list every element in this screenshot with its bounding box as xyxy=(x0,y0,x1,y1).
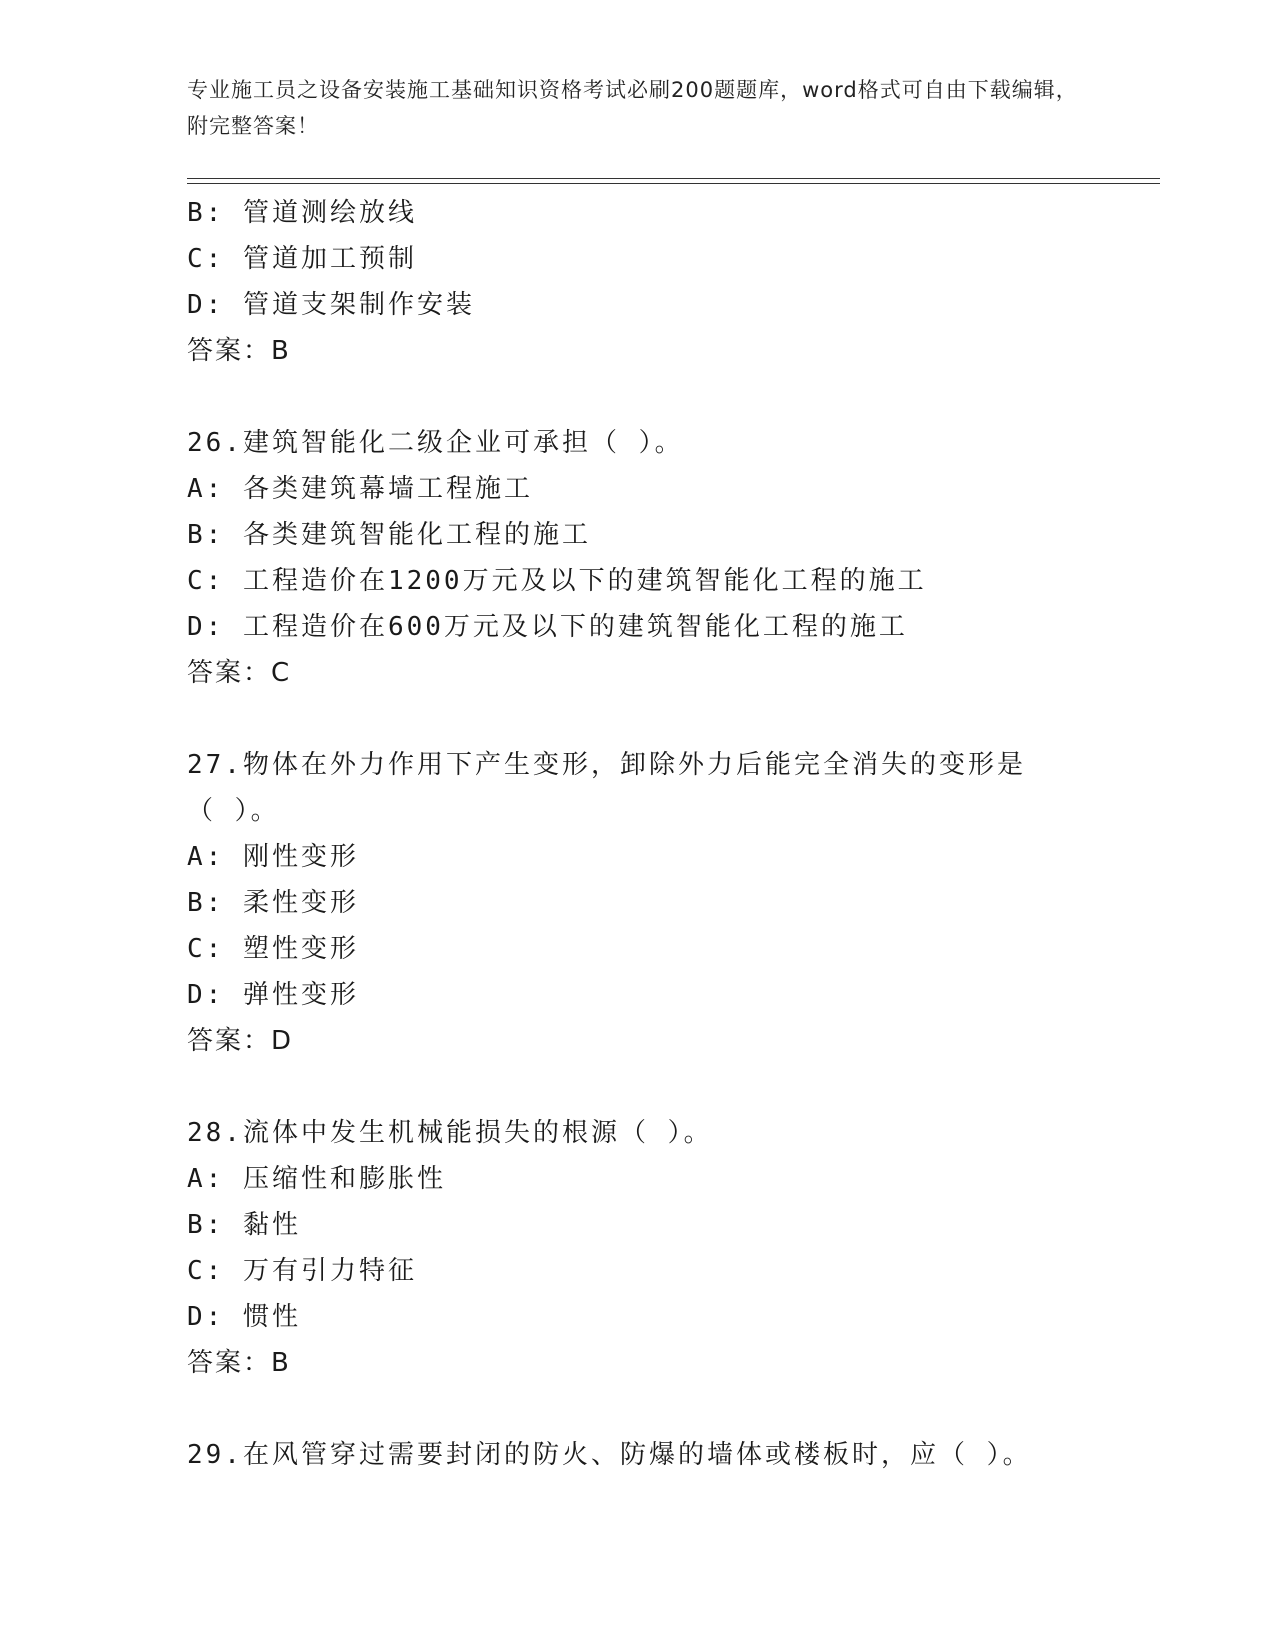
option-a: A: 各类建筑幕墙工程施工 xyxy=(187,474,533,504)
question-26 xyxy=(187,420,1117,696)
option-d: D: 弹性变形 xyxy=(187,980,359,1010)
option-d: D: 管道支架制作安装 xyxy=(187,290,475,320)
option-b: B: 管道测绘放线 xyxy=(187,198,417,228)
question-27 xyxy=(187,742,1117,1064)
answer: 答案：D xyxy=(187,1026,294,1056)
option-d: D: 工程造价在600万元及以下的建筑智能化工程的施工 xyxy=(187,612,908,642)
answer: 答案：C xyxy=(187,658,292,688)
document-header: 专业施工员之设备安装施工基础知识资格考试必刷200题题库，word格式可自由下载编辑，附完整答案！ xyxy=(187,78,1078,138)
question-title: 28.流体中发生机械能损失的根源（ ）。 xyxy=(187,1118,713,1148)
option-a: A: 压缩性和膨胀性 xyxy=(187,1164,446,1194)
question-title: 29.在风管穿过需要封闭的防火、防爆的墙体或楼板时，应（ ）。 xyxy=(187,1440,1032,1470)
question-29 xyxy=(187,1432,1117,1478)
option-a: A: 刚性变形 xyxy=(187,842,359,872)
question-25-continued xyxy=(187,190,1117,374)
document-body xyxy=(187,190,1117,1478)
option-d: D: 惯性 xyxy=(187,1302,301,1332)
option-b: B: 黏性 xyxy=(187,1210,301,1240)
answer: 答案：B xyxy=(187,1348,291,1378)
option-c: C: 工程造价在1200万元及以下的建筑智能化工程的施工 xyxy=(187,566,927,596)
option-b: B: 柔性变形 xyxy=(187,888,359,918)
question-title: 27.物体在外力作用下产生变形，卸除外力后能完全消失的变形是（ ）。 xyxy=(187,750,1026,826)
option-c: C: 万有引力特征 xyxy=(187,1256,417,1286)
option-c: C: 塑性变形 xyxy=(187,934,359,964)
question-title: 26.建筑智能化二级企业可承担（ ）。 xyxy=(187,428,684,458)
option-c: C: 管道加工预制 xyxy=(187,244,417,274)
answer: 答案：B xyxy=(187,336,291,366)
option-b: B: 各类建筑智能化工程的施工 xyxy=(187,520,591,550)
header-rule-bottom xyxy=(187,183,1160,184)
question-28 xyxy=(187,1110,1117,1386)
header-rule-top xyxy=(187,178,1160,179)
